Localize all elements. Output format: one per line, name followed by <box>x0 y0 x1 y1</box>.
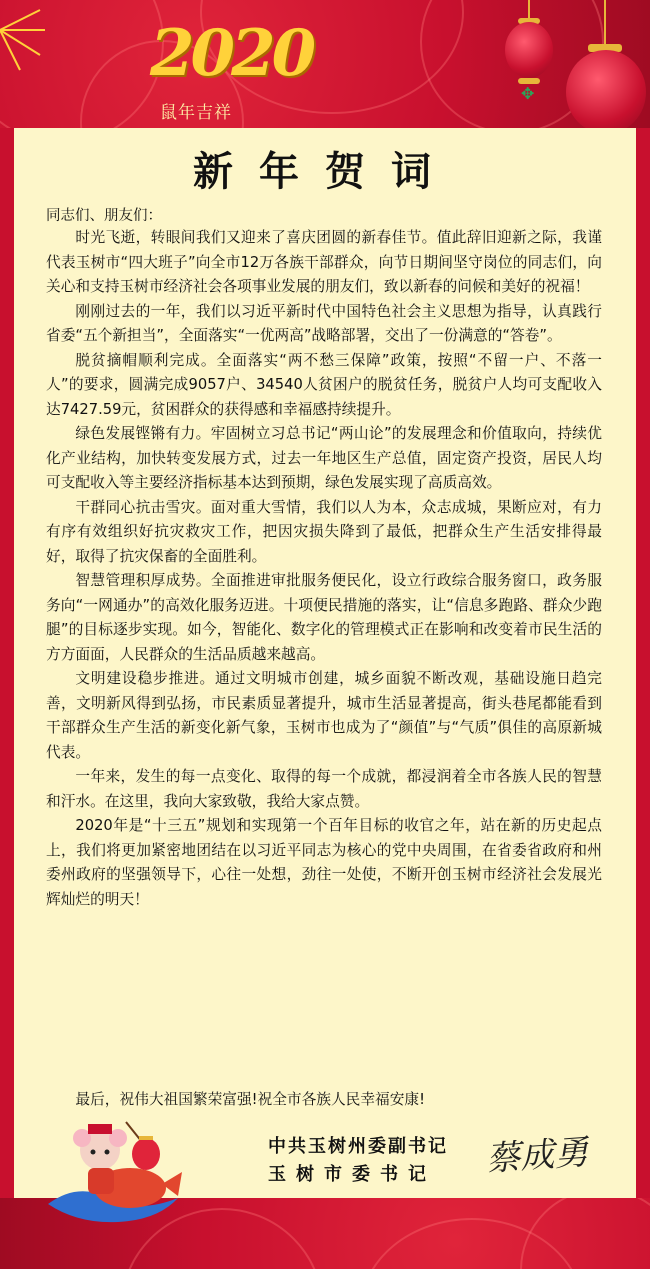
rat-mascot-icon <box>38 1112 188 1224</box>
paragraph: 文明建设稳步推进。通过文明城市创建，城乡面貌不断改观，基础设施日趋完善，文明新风得到弘扬，市民素质显著提升，城市生活显著提高，街头巷尾都能看到干部群众生产生活的新变化新气象，玉树市也成为了“颜值”与“气质”俱佳的高原新城代表。 <box>46 670 602 761</box>
greeting: 同志们、朋友们： <box>46 208 162 224</box>
right-border <box>636 128 650 1198</box>
letter-body <box>46 226 602 912</box>
signature-title-1: 中共玉树州委副书记 <box>268 1136 448 1157</box>
left-border <box>0 128 14 1198</box>
paragraph: 智慧管理积厚成势。全面推进审批服务便民化，设立行政综合服务窗口，政务服务向“一网通办”的高效化服务迈进。十项便民措施的落实，让“信息多跑路、群众少跑腿”的目标逐步实现。如今，智能化、数字化的管理模式正在影响和改变着市民生活的方方面面，人民群众的生活品质越来越高。 <box>46 572 602 663</box>
paragraph: 刚刚过去的一年，我们以习近平新时代中国特色社会主义思想为指导，认真践行省委“五个新担当”，全面落实“一优两高”战略部署，交出了一份满意的“答卷”。 <box>46 302 602 344</box>
lantern-string <box>604 0 606 46</box>
closing-wish: 最后，祝伟大祖国繁荣富强!祝全市各族人民幸福安康! <box>75 1091 425 1108</box>
signature-title-2: 玉树市委书记 <box>268 1164 436 1185</box>
logo-2020 <box>120 6 340 124</box>
lantern-string <box>528 0 530 20</box>
logo-slogan: 鼠年吉祥 <box>160 103 232 123</box>
paragraph: 干群同心抗击雪灾。面对重大雪情，我们以人为本，众志成城，果断应对，有力有序有效组织好抗灾救灾工作，把因灾损失降到了最低，把群众生产生活安排得最好，取得了抗灾保畜的全面胜利。 <box>46 498 602 565</box>
page-title: 新年贺词 <box>193 148 457 195</box>
lantern-large-icon <box>566 50 646 134</box>
paragraph: 一年来，发生的每一点变化、取得的每一个成就，都浸润着全市各族人民的智慧和汗水。在这里，我向大家致敬，我给大家点赞。 <box>46 768 602 810</box>
fan-left-icon <box>0 0 60 80</box>
paragraph: 绿色发展铿锵有力。牢固树立习总书记“两山论”的发展理念和价值取向，持续优化产业结构，加快转变发展方式，过去一年地区生产总值，固定资产投资，居民人均可支配收入等主要经济指标基本达到预期，绿色发展实现了高质高效。 <box>46 425 602 491</box>
knot-icon: ✥ <box>521 84 535 103</box>
lantern-small-icon <box>505 22 553 78</box>
paragraph: 2020年是“十三五”规划和实现第一个百年目标的收官之年，站在新的历史起点上，我们将更加紧密地团结在以习近平同志为核心的党中央周围，在省委省政府和州委州政府的坚强领导下，心往一处想，劲往一处使，不断开创玉树市经济社会发展光辉灿烂的明天！ <box>46 817 602 908</box>
paragraph: 脱贫摘帽顺利完成。全面落实“两不愁三保障”政策，按照“不留一户、不落一人”的要求，圆满完成9057户、34540人贫困户的脱贫任务，脱贫户人均可支配收入达7427.59元，贫困群众的获得感和幸福感持续提升。 <box>46 351 602 418</box>
handwritten-signature: 蔡成勇 <box>484 1132 590 1180</box>
top-banner <box>0 0 650 128</box>
paragraph: 时光飞逝，转眼间我们又迎来了喜庆团圆的新春佳节。值此辞旧迎新之际，我谨代表玉树市“四大班子”向全市12万各族干部群众，向节日期间坚守岗位的同志们，向关心和支持玉树市经济社会各项事业发展的朋友们，致以新春的问候和美好的祝福！ <box>46 229 602 295</box>
logo-year: 2020 <box>150 16 313 91</box>
